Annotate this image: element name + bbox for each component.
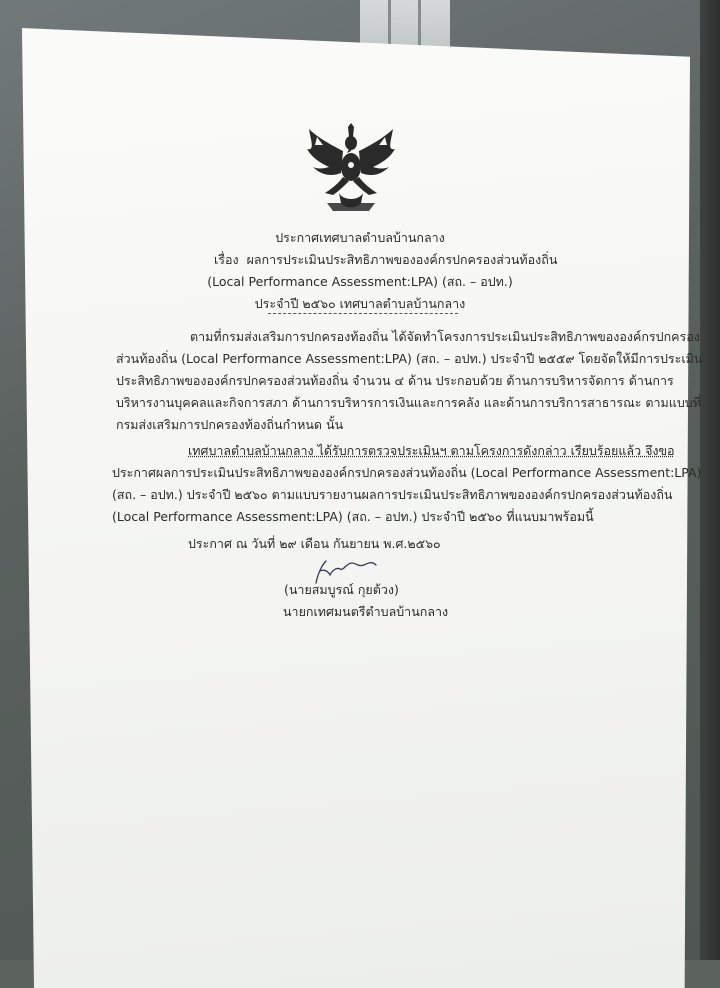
- issuer-title: ประกาศเทศบาลตำบลบ้านกลาง: [275, 230, 445, 245]
- subject-english: (Local Performance Assessment:LPA) (สถ. – อปท.): [207, 274, 513, 289]
- para1-line3: ประสิทธิภาพขององค์กรปกครองส่วนท้องถิ่น จำนวน ๔ ด้าน ประกอบด้วย ด้านการบริหารจัดการ ด้านการ: [116, 373, 674, 388]
- para1-line5: กรมส่งเสริมการปกครองท้องถิ่นกำหนด นั้น: [116, 417, 344, 432]
- para1-line4: บริหารงานบุคคลและกิจการสภา ด้านการบริหารการเงินและการคลัง และด้านการบริการสาธารณะ ตามแบบที่: [116, 395, 701, 410]
- signatory-title: นายกเทศมนตรีตำบลบ้านกลาง: [283, 604, 449, 619]
- subject-line: [214, 250, 557, 270]
- separator-line: [268, 313, 458, 314]
- announce-date: ประกาศ ณ วันที่ ๒๙ เดือน กันยายน พ.ศ.๒๕๖๐: [188, 536, 441, 551]
- signatory-name: (นายสมบูรณ์ กุยต้วง): [284, 582, 399, 597]
- subject-prefix: เรื่อง: [214, 252, 239, 267]
- para1-line2: ส่วนท้องถิ่น (Local Performance Assessment:LPA) (สถ. – อปท.) ประจำปี ๒๕๕๙ โดยจัดให้มีการประเมิน: [116, 351, 703, 366]
- garuda-emblem-icon: [303, 123, 399, 215]
- subject-text: ผลการประเมินประสิทธิภาพขององค์กรปกครองส่วนท้องถิ่น: [246, 252, 558, 267]
- para2-line3: (สถ. – อปท.) ประจำปี ๒๕๖๐ ตามแบบรายงานผลการประเมินประสิทธิภาพขององค์กรปกครองส่วนท้องถิ่น: [112, 487, 673, 502]
- year-line: ประจำปี ๒๕๖๐ เทศบาลตำบลบ้านกลาง: [254, 296, 466, 311]
- para2-line2: ประกาศผลการประเมินประสิทธิภาพขององค์กรปกครองส่วนท้องถิ่น (Local Performance Assessment:LPA): [112, 465, 702, 480]
- para2-line1: เทศบาลตำบลบ้านกลาง ได้รับการตรวจประเมินฯ ตามโครงการดังกล่าว เรียบร้อยแล้ว จึงขอ: [188, 443, 675, 458]
- para1-line1: ตามที่กรมส่งเสริมการปกครองท้องถิ่น ได้จัดทำโครงการประเมินประสิทธิภาพขององค์กรปกครอง: [190, 329, 700, 344]
- para2-line4: (Local Performance Assessment:LPA) (สถ. – อปท.) ประจำปี ๒๕๖๐ ที่แนบมาพร้อมนี้: [112, 509, 594, 524]
